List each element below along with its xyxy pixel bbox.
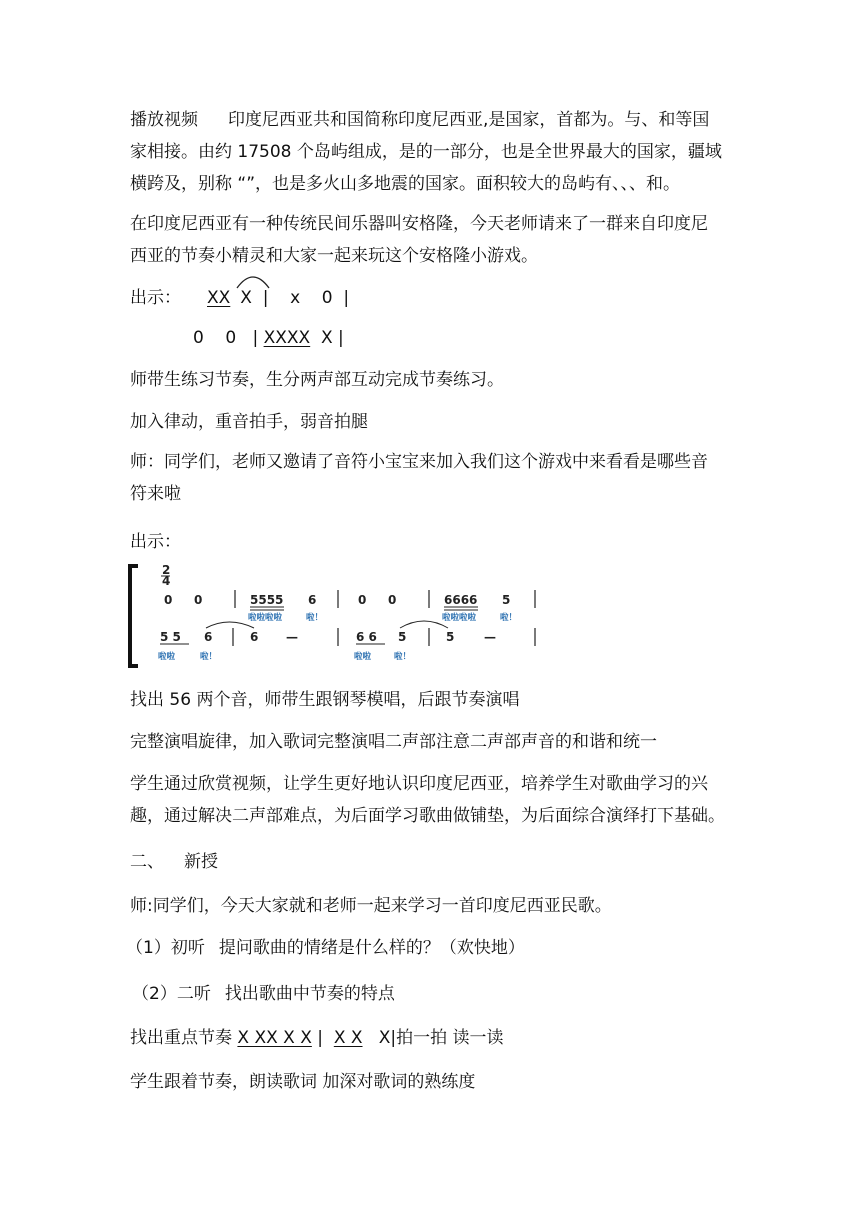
p7: 找出 56 两个音，师带生跟钢琴模唱，后跟节奏演唱 bbox=[130, 690, 520, 710]
r2-note-7: 5 bbox=[446, 630, 455, 644]
p10: 师:同学们，今天大家就和老师一起来学习一首印度尼西亚民歌。 bbox=[130, 896, 612, 916]
p4: 加入律动，重音拍手，弱音拍腿 bbox=[130, 412, 368, 432]
p11 bbox=[130, 1027, 504, 1049]
time-bottom: 4 bbox=[162, 574, 171, 588]
q2 bbox=[132, 983, 395, 1005]
r1-lyric-3: 啦啦啦啦 bbox=[442, 613, 477, 623]
q1-num: （1）初听 bbox=[126, 938, 205, 958]
p6: 出示： bbox=[130, 532, 181, 552]
r1-note-4: 6 bbox=[308, 593, 317, 607]
r2-lyric-4: 啦！ bbox=[394, 652, 412, 662]
r1-lyric-4: 啦！ bbox=[500, 613, 518, 623]
r2-lyric-1: 啦啦 bbox=[158, 652, 176, 662]
intro-line-3: 横跨及，别称 “”，也是多火山多地震的国家。面积较大的岛屿有、、、和。 bbox=[130, 174, 681, 194]
r1-note-7: 6666 bbox=[444, 593, 478, 607]
r2-note-2: 6 bbox=[204, 630, 213, 644]
p11-c: | bbox=[311, 1028, 334, 1048]
p2-line-1: 在印度尼西亚有一种传统民间乐器叫安格隆，今天老师请来了一群来自印度尼 bbox=[130, 214, 708, 234]
p11-a: 找出重点节奏 bbox=[130, 1028, 238, 1048]
p9-line-2: 趣，通过解决二声部难点，为后面学习歌曲做铺垫，为后面综合演绎打下基础。 bbox=[130, 806, 725, 826]
intro-text-1: 印度尼西亚共和国简称印度尼西亚,是国家，首都为。与、和等国 bbox=[228, 110, 710, 130]
rhythm-label: 出示： bbox=[130, 288, 181, 308]
p5-line-2: 符来啦 bbox=[130, 484, 181, 504]
r1-note-3: 5555 bbox=[250, 593, 284, 607]
p8: 完整演唱旋律，加入歌词完整演唱二声部注意二声部声音的和谐和统一 bbox=[130, 732, 657, 752]
rhythm-zeros: 0 0 | bbox=[193, 328, 264, 348]
section2-title: 新授 bbox=[184, 852, 218, 872]
rhythm-xxxx: XXXX bbox=[263, 328, 311, 348]
r2-note-5: 6 6 bbox=[356, 630, 377, 644]
r2-note-1: 5 5 bbox=[160, 630, 181, 644]
r1-lyric-1: 啦啦啦啦 bbox=[248, 613, 283, 623]
intro-line-2: 家相接。由约 17508 个岛屿组成，是的一部分，也是全世界最大的国家，疆域 bbox=[130, 142, 722, 162]
p11-e: X|拍一拍 读一读 bbox=[362, 1028, 504, 1048]
q2-num: （2）二听 bbox=[132, 984, 211, 1004]
score-bracket bbox=[130, 566, 138, 666]
rhythm-xx: XX bbox=[207, 288, 231, 308]
r1-note-5: 0 bbox=[358, 593, 367, 607]
p2-line-2: 西亚的节奏小精灵和大家一起来玩这个安格隆小游戏。 bbox=[130, 246, 538, 266]
r1-note-8: 5 bbox=[502, 593, 511, 607]
r2-note-8: — bbox=[484, 630, 496, 644]
rhythm-rest-1: X | x 0 | bbox=[240, 288, 350, 308]
r2-note-3: 6 bbox=[250, 630, 259, 644]
section2-heading bbox=[130, 851, 218, 873]
p11-b: X XX X X bbox=[237, 1028, 312, 1048]
p3: 师带生练习节奏，生分两声部互动完成节奏练习。 bbox=[130, 370, 504, 390]
tie-arc bbox=[234, 268, 272, 290]
r2-lyric-2: 啦！ bbox=[200, 652, 218, 662]
r1-note-6: 0 bbox=[388, 593, 397, 607]
r2-note-6: 5 bbox=[398, 630, 407, 644]
p11-d: X X bbox=[333, 1028, 363, 1048]
p12: 学生跟着节奏，朗读歌词 加深对歌词的熟练度 bbox=[130, 1072, 476, 1092]
rhythm-end: X | bbox=[310, 328, 344, 348]
rhythm-line-1 bbox=[130, 287, 349, 309]
p5-line-1: 师：同学们，老师又邀请了音符小宝宝来加入我们这个游戏中来看看是哪些音 bbox=[130, 452, 708, 472]
q1-text: 提问歌曲的情绪是什么样的？（欢快地） bbox=[218, 938, 525, 958]
r2-note-4: — bbox=[286, 630, 298, 644]
r1-note-1: 0 bbox=[164, 593, 173, 607]
section2-num: 二、 bbox=[130, 852, 164, 872]
q1 bbox=[126, 937, 525, 959]
q2-text: 找出歌曲中节奏的特点 bbox=[224, 984, 395, 1004]
p9-line-1: 学生通过欣赏视频，让学生更好地认识印度尼西亚，培养学生对歌曲学习的兴 bbox=[130, 774, 708, 794]
intro-line-1 bbox=[130, 109, 709, 131]
r2-lyric-3: 啦啦 bbox=[354, 652, 372, 662]
r1-note-2: 0 bbox=[194, 593, 203, 607]
play-video-label: 播放视频 bbox=[130, 110, 198, 130]
time-top: 2 bbox=[162, 563, 171, 577]
score bbox=[126, 560, 546, 672]
r1-lyric-2: 啦！ bbox=[306, 613, 324, 623]
rhythm-line-2 bbox=[193, 327, 344, 349]
